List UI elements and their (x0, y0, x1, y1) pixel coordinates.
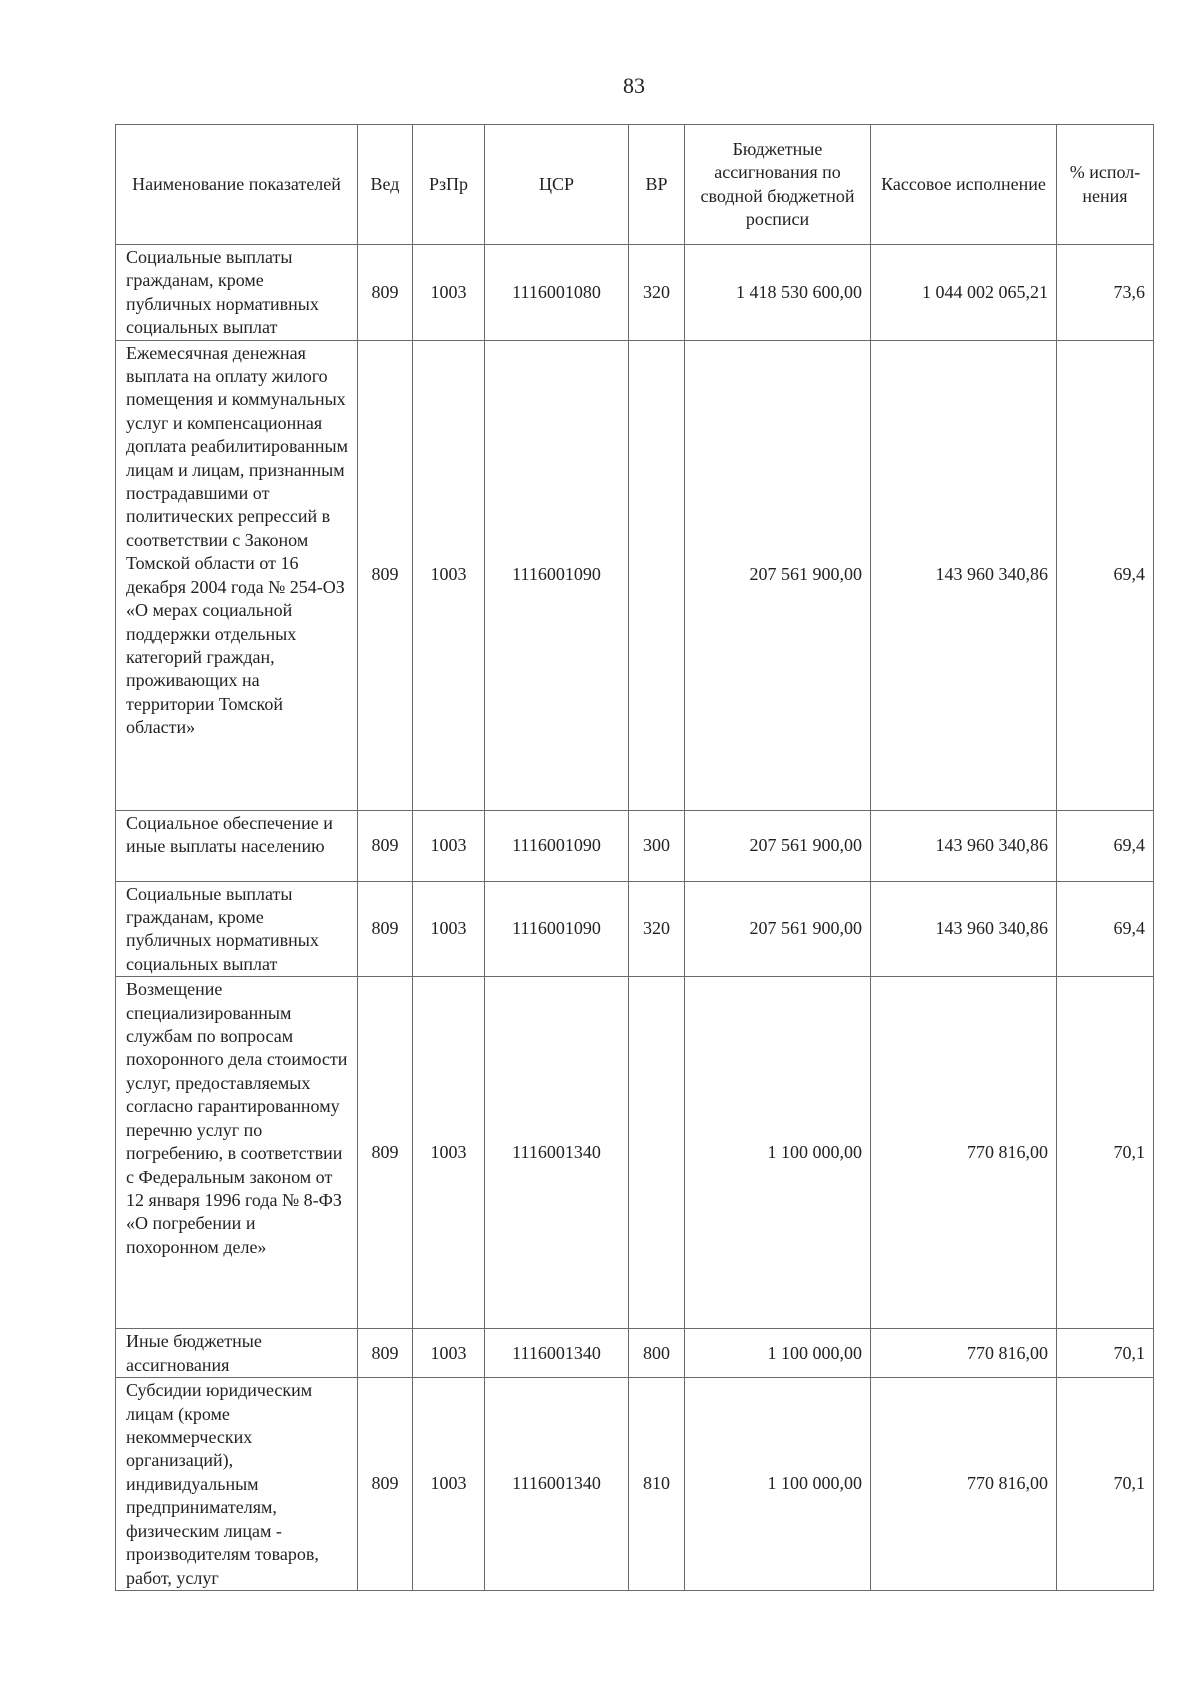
row-percent: 69,4 (1057, 340, 1154, 810)
row-vr: 320 (629, 881, 685, 977)
table-row (116, 1329, 1154, 1378)
row-vr: 320 (629, 245, 685, 341)
row-cash: 770 816,00 (871, 977, 1057, 1329)
header-vr: ВР (629, 125, 685, 245)
row-rzpr: 1003 (413, 245, 485, 341)
header-csr: ЦСР (485, 125, 629, 245)
header-rzpr: РзПр (413, 125, 485, 245)
table-row (116, 881, 1154, 977)
row-cash: 143 960 340,86 (871, 340, 1057, 810)
row-cash: 143 960 340,86 (871, 810, 1057, 881)
header-percent: % испол-нения (1057, 125, 1154, 245)
table-row (116, 245, 1154, 341)
row-name: Иные бюджетные ассигнования (116, 1329, 358, 1378)
row-rzpr: 1003 (413, 881, 485, 977)
row-csr: 1116001340 (485, 977, 629, 1329)
row-cash: 770 816,00 (871, 1378, 1057, 1591)
row-name: Социальные выплаты гражданам, кроме публичных нормативных социальных выплат (116, 881, 358, 977)
row-name: Социальное обеспечение и иные выплаты населению (116, 810, 358, 881)
row-percent: 70,1 (1057, 977, 1154, 1329)
row-csr: 1116001090 (485, 340, 629, 810)
row-budget: 1 100 000,00 (685, 1378, 871, 1591)
row-csr: 1116001090 (485, 810, 629, 881)
row-cash: 770 816,00 (871, 1329, 1057, 1378)
header-cash: Кассовое исполнение (871, 125, 1057, 245)
row-budget: 207 561 900,00 (685, 810, 871, 881)
row-name: Социальные выплаты гражданам, кроме публичных нормативных социальных выплат (116, 245, 358, 341)
row-budget: 207 561 900,00 (685, 340, 871, 810)
row-budget: 1 100 000,00 (685, 977, 871, 1329)
row-rzpr: 1003 (413, 1329, 485, 1378)
row-vr: 300 (629, 810, 685, 881)
row-name: Ежемесячная денежная выплата на оплату жилого помещения и коммунальных услуг и компенсационная доплата реабилитированным лицам и лицам, признанным пострадавшими от политических репрессий в соответствии с Законом Томской области от 16 декабря 2004 года № 254-ОЗ «О мерах социальной поддержки отдельных категорий граждан, проживающих на территории Томской области» (116, 340, 358, 810)
table-row (116, 1378, 1154, 1591)
row-rzpr: 1003 (413, 977, 485, 1329)
row-percent: 70,1 (1057, 1378, 1154, 1591)
row-rzpr: 1003 (413, 1378, 485, 1591)
row-percent: 69,4 (1057, 881, 1154, 977)
header-budget: Бюджетные ассигнования по сводной бюджетной росписи (685, 125, 871, 245)
table-row (116, 977, 1154, 1329)
row-percent: 69,4 (1057, 810, 1154, 881)
row-percent: 70,1 (1057, 1329, 1154, 1378)
table-header-row (116, 125, 1154, 245)
row-budget: 207 561 900,00 (685, 881, 871, 977)
row-vr (629, 977, 685, 1329)
row-csr: 1116001090 (485, 881, 629, 977)
row-csr: 1116001340 (485, 1378, 629, 1591)
row-ved: 809 (358, 340, 413, 810)
row-rzpr: 1003 (413, 810, 485, 881)
row-name: Субсидии юридическим лицам (кроме некоммерческих организаций), индивидуальным предпринимателям, физическим лицам - производителям товаров, работ, услуг (116, 1378, 358, 1591)
row-budget: 1 100 000,00 (685, 1329, 871, 1378)
row-percent: 73,6 (1057, 245, 1154, 341)
header-ved: Вед (358, 125, 413, 245)
table-row (116, 810, 1154, 881)
row-csr: 1116001080 (485, 245, 629, 341)
row-ved: 809 (358, 881, 413, 977)
row-cash: 1 044 002 065,21 (871, 245, 1057, 341)
row-vr: 800 (629, 1329, 685, 1378)
row-cash: 143 960 340,86 (871, 881, 1057, 977)
row-ved: 809 (358, 810, 413, 881)
row-ved: 809 (358, 245, 413, 341)
row-budget: 1 418 530 600,00 (685, 245, 871, 341)
row-ved: 809 (358, 1329, 413, 1378)
row-vr (629, 340, 685, 810)
table-row (116, 340, 1154, 810)
row-vr: 810 (629, 1378, 685, 1591)
header-name: Наименование показателей (116, 125, 358, 245)
row-name: Возмещение специализированным службам по вопросам похоронного дела стоимости услуг, предоставляемых согласно гарантированному перечню услуг по погребению, в соответствии с Федеральным законом от 12 января 1996 года № 8-ФЗ «О погребении и похоронном деле» (116, 977, 358, 1329)
row-ved: 809 (358, 977, 413, 1329)
page-number: 83 (623, 73, 645, 98)
row-ved: 809 (358, 1378, 413, 1591)
budget-execution-table (115, 124, 1154, 1591)
row-csr: 1116001340 (485, 1329, 629, 1378)
row-rzpr: 1003 (413, 340, 485, 810)
